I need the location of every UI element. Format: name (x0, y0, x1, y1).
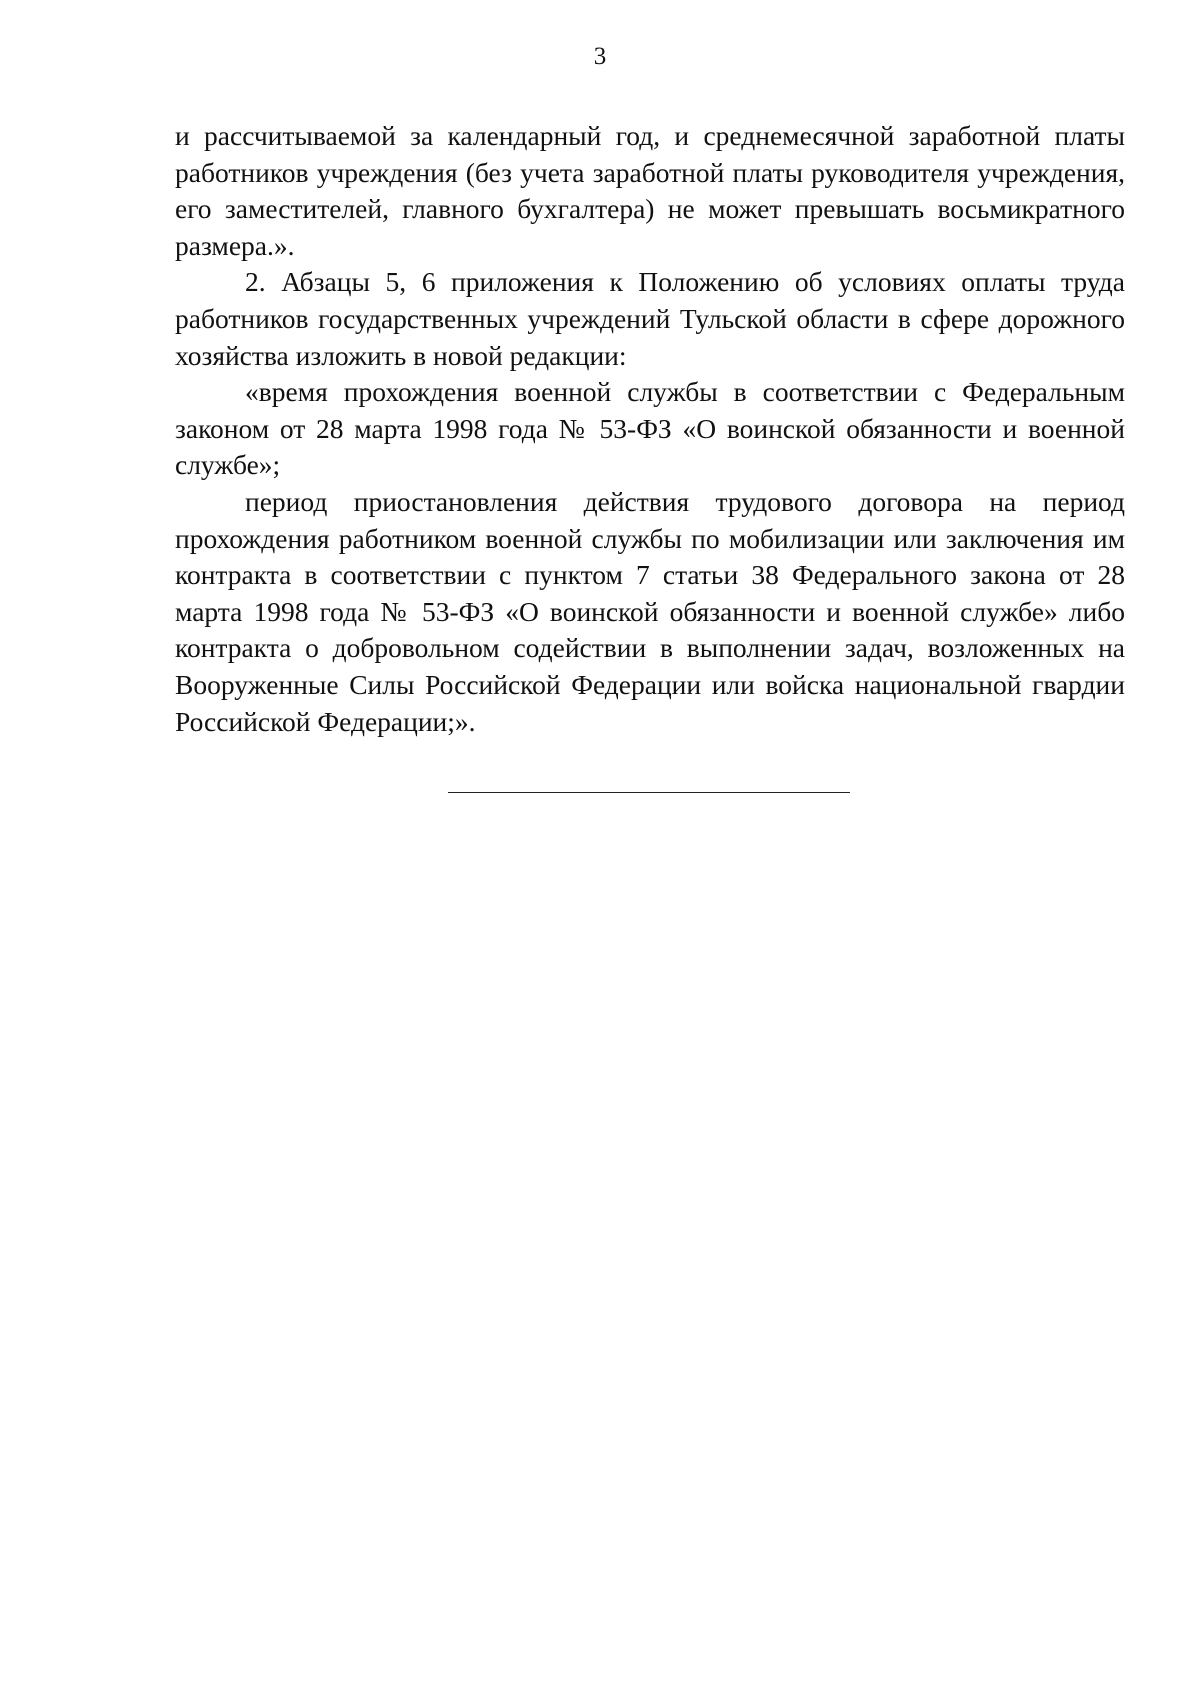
paragraph-item-2: 2. Абзацы 5, 6 приложения к Положению об условиях оплаты труда работников государственных учреждений Тульской области в сфере дорожного хозяйства изложить в новой редакции: (175, 266, 1125, 371)
document-body (175, 118, 1125, 740)
page-number: 3 (593, 43, 607, 70)
paragraph-continuation: и рассчитываемой за календарный год, и среднемесячной заработной платы работников учреждения (без учета заработной платы руководителя учреждения, его заместителей, главного бухгалтера) не может превышать восьмикратного размера.». (175, 120, 1125, 261)
end-separator-line (448, 792, 850, 793)
paragraph-military-service: «время прохождения военной службы в соответствии с Федеральным законом от 28 марта 1998 года № 53-ФЗ «О воинской обязанности и военной службе»; (175, 376, 1125, 481)
paragraph-contract-suspension: период приостановления действия трудового договора на период прохождения работником военной службы по мобилизации или заключения им контракта в соответствии с пунктом 7 статьи 38 Федерального закона от 28 марта 1998 года № 53-ФЗ «О воинской обязанности и военной службе» либо контракта о добровольном содействии в выполнении задач, возложенных на Вооруженные Силы Российской Федерации или войска национальной гвардии Российской Федерации;». (175, 485, 1125, 737)
